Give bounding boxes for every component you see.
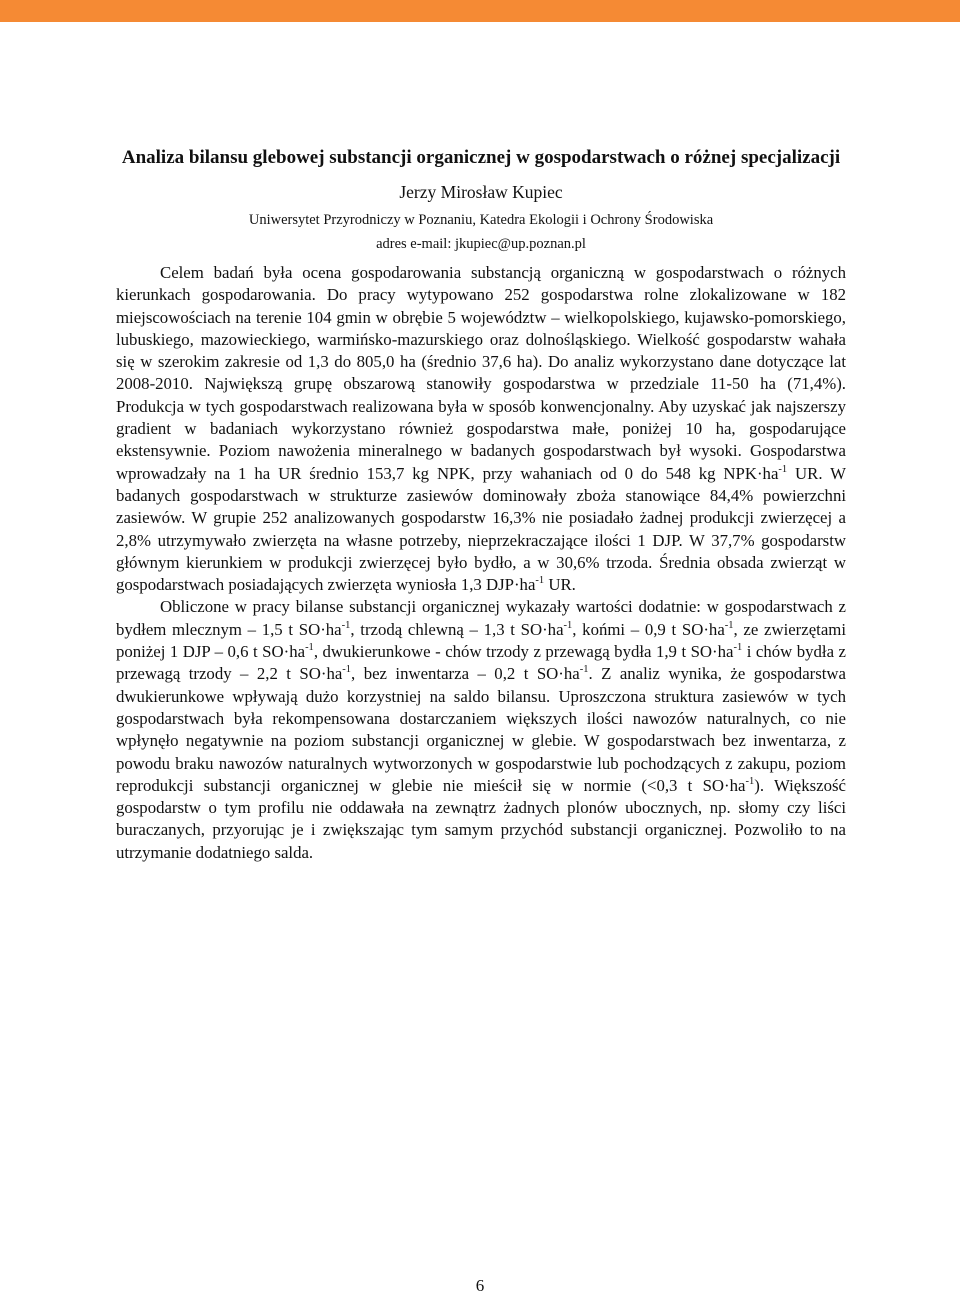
page-number: 6 [475, 1276, 485, 1295]
author-email: adres e-mail: jkupiec@up.poznan.pl [376, 236, 586, 252]
header-color-bar [0, 0, 960, 22]
author-name: Jerzy Mirosław Kupiec [399, 182, 563, 202]
paper-title: Analiza bilansu glebowej substancji organicznej w gospodarstwach o różnej specjalizacji [121, 147, 841, 168]
abstract-paragraph-1: Celem badań była ocena gospodarowania substancją organiczną w gospodarstwach o różnych kierunkach gospodarowania. Do pracy wytypowano 252 gospodarstwa rolne zlokalizowane w 182 miejscowościach na terenie 104 gmin w obrębie 5 województw – wielkopolskiego, kujawsko-pomorskiego, lubuskiego, mazowieckiego, warmińsko-mazurskiego oraz dolnośląskiego. Wielkość gospodarstw wahała się w szerokim zakresie od 1,3 do 805,0 ha (średnio 37,6 ha). Do analiz wykorzystano dane dotyczące lat 2008-2010. Największą grupę obszarową stanowiły gospodarstwa w przedziale 11-50 ha (71,4%). Produkcja w tych gospodarstwach realizowana była w sposób konwencjonalny. Aby uzyskać jak najszerszy gradient w badaniach wykorzystano również gospodarstwa małe, poniżej 10 ha, gospodarujące ekstensywnie. Poziom nawożenia mineralnego w badanych gospodarstwach był wysoki. Gospodarstwa wprowadzały na 1 ha UR średnio 153,7 kg NPK, przy wahaniach od 0 do 548 kg $NPK\cdot ha^{-1}$ UR. W badanych gospodarstwach w strukturze zasiewów dominowały zboża stanowiące 84,4% powierzchni zasiewów. W grupie 252 analizowanych gospodarstw 16,3% nie posiadało żadnej produkcji zwierzęcej a 2,8% utrzymywało zwierzęta na własne potrzeby, nieprzekraczające ilości 1 DJP. W 37,7% gospodarstw głównym kierunkiem w produkcji zwierzęcej było bydło, a w 30,6% trzoda. Średnia obsada zwierząt w gospodarstwach posiadających zwierzęta wyniosła 1,3 $DJP\cdot ha^{-1}$ UR. [116, 263, 847, 595]
author-affiliation: Uniwersytet Przyrodniczy w Poznaniu, Katedra Ekologii i Ochrony Środowiska [248, 212, 714, 228]
abstract-paragraph-2: Obliczone w pracy bilanse substancji organicznej wykazały wartości dodatnie: w gospodarstwach z bydłem mlecznym – 1,5 t $SO\cdot ha^{-1}$, trzodą chlewną – 1,3 t $SO\cdot ha^{-1}$, końmi – 0,9 t $SO\cdot ha^{-1}$, ze zwierzętami poniżej 1 DJP – 0,6 t $SO\cdot ha^{-1}$, dwukierunkowe - chów trzody z przewagą bydła 1,9 t $SO\cdot ha^{-1}$ i chów bydła z przewagą trzody – 2,2 t $SO\cdot ha^{-1}$, bez inwentarza – 0,2 t $SO\cdot ha^{-1}$. Z analiz wynika, że gospodarstwa dwukierunkowe wpływają dużo korzystniej na saldo bilansu. Uproszczona struktura zasiewów w tych gospodarstwach była rekompensowana dostarczaniem większych ilości nawozów naturalnych, co nie wpłynęło negatywnie na poziom substancji organicznej w glebie. W gospodarstwach bez inwentarza, z powodu braku nawozów naturalnych wytworzonych w gospodarstwie lub pochodzących z zakupu, poziom reprodukcji substancji organicznej w glebie nie mieścił się w normie (<0,3 t $SO\cdot ha^{-1}$). Większość gospodarstw o tym profilu nie oddawała na zewnątrz żadnych plonów ubocznych, np. słomy czy liści buraczanych, przyorując je i zwiększając tym samym przychód substancji organicznej. Pozwoliło to na utrzymanie dodatniego salda. [116, 597, 846, 862]
paper-page [116, 140, 846, 864]
